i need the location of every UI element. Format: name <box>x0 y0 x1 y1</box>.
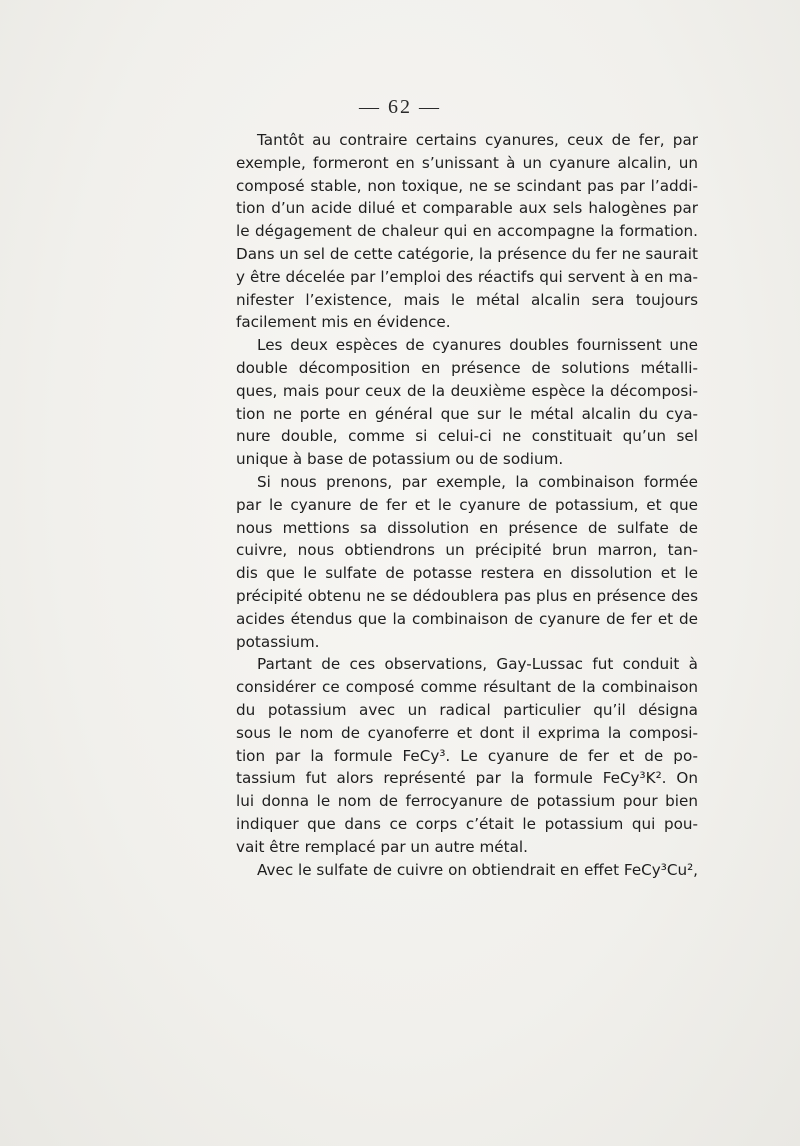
text-line: Avec le sulfate de cuivre on obtiendrait en effet FeCy³Cu², <box>257 860 698 879</box>
text-line: du potassium avec un radical particulier qu’il désigna <box>236 700 698 719</box>
text-line: tion d’un acide dilué et comparable aux sels halogènes par <box>236 199 698 218</box>
text-line: y être décelée par l’emploi des réactifs qui servent à en ma- <box>236 267 698 286</box>
text-line: tion par la formule FeCy³. Le cyanure de fer et de po- <box>236 746 698 765</box>
text-line: nure double, comme si celui-ci ne constituait qu’un sel <box>236 427 698 446</box>
text-line: par le cyanure de fer et le cyanure de potassium, et que <box>236 495 698 514</box>
text-line: indiquer que dans ce corps c’était le potassium qui pou- <box>236 814 698 833</box>
text-line: précipité obtenu ne se dédoublera pas plus en présence des <box>236 586 698 605</box>
text-line: le dégagement de chaleur qui en accompagne la formation. <box>236 222 698 241</box>
text-line: nous mettions sa dissolution en présence de sulfate de <box>236 518 698 537</box>
text-line: composé stable, non toxique, ne se scindant pas par l’addi- <box>236 176 698 195</box>
text-line: sous le nom de cyanoferre et dont il exprima la composi- <box>236 723 698 742</box>
text-line: vait être remplacé par un autre métal. <box>236 837 528 856</box>
text-line: exemple, formeront en s’unissant à un cyanure alcalin, un <box>236 153 698 172</box>
text-line: cuivre, nous obtiendrons un précipité brun marron, tan- <box>236 541 698 560</box>
text-line: considérer ce composé comme résultant de la combinaison <box>236 678 698 697</box>
text-line: Si nous prenons, par exemple, la combinaison formée <box>257 472 698 491</box>
text-line: Tantôt au contraire certains cyanures, ceux de fer, par <box>257 131 698 149</box>
text-line: potassium. <box>236 632 320 651</box>
text-line: Les deux espèces de cyanures doubles fournissent une <box>257 336 698 355</box>
text-line: tassium fut alors représenté par la formule FeCy³K². On <box>236 769 698 788</box>
body-text <box>236 129 698 881</box>
text-line: unique à base de potassium ou de sodium. <box>236 450 564 469</box>
text-line: nifester l’existence, mais le métal alcalin sera toujours <box>236 290 698 309</box>
text-line: acides étendus que la combinaison de cyanure de fer et de <box>236 609 698 628</box>
text-line: Partant de ces observations, Gay-Lussac fut conduit à <box>257 655 698 674</box>
text-line: double décomposition en présence de solutions métalli- <box>236 358 698 377</box>
text-line: dis que le sulfate de potasse restera en dissolution et le <box>236 564 698 583</box>
text-line: Dans un sel de cette catégorie, la présence du fer ne saurait <box>236 244 698 263</box>
text-line: facilement mis en évidence. <box>236 313 451 332</box>
text-line: lui donna le nom de ferrocyanure de potassium pour bien <box>236 792 698 811</box>
text-line: tion ne porte en général que sur le métal alcalin du cya- <box>236 404 698 423</box>
text-line: ques, mais pour ceux de la deuxième espèce la décomposi- <box>236 381 698 400</box>
page-number: — 62 — <box>359 96 441 118</box>
